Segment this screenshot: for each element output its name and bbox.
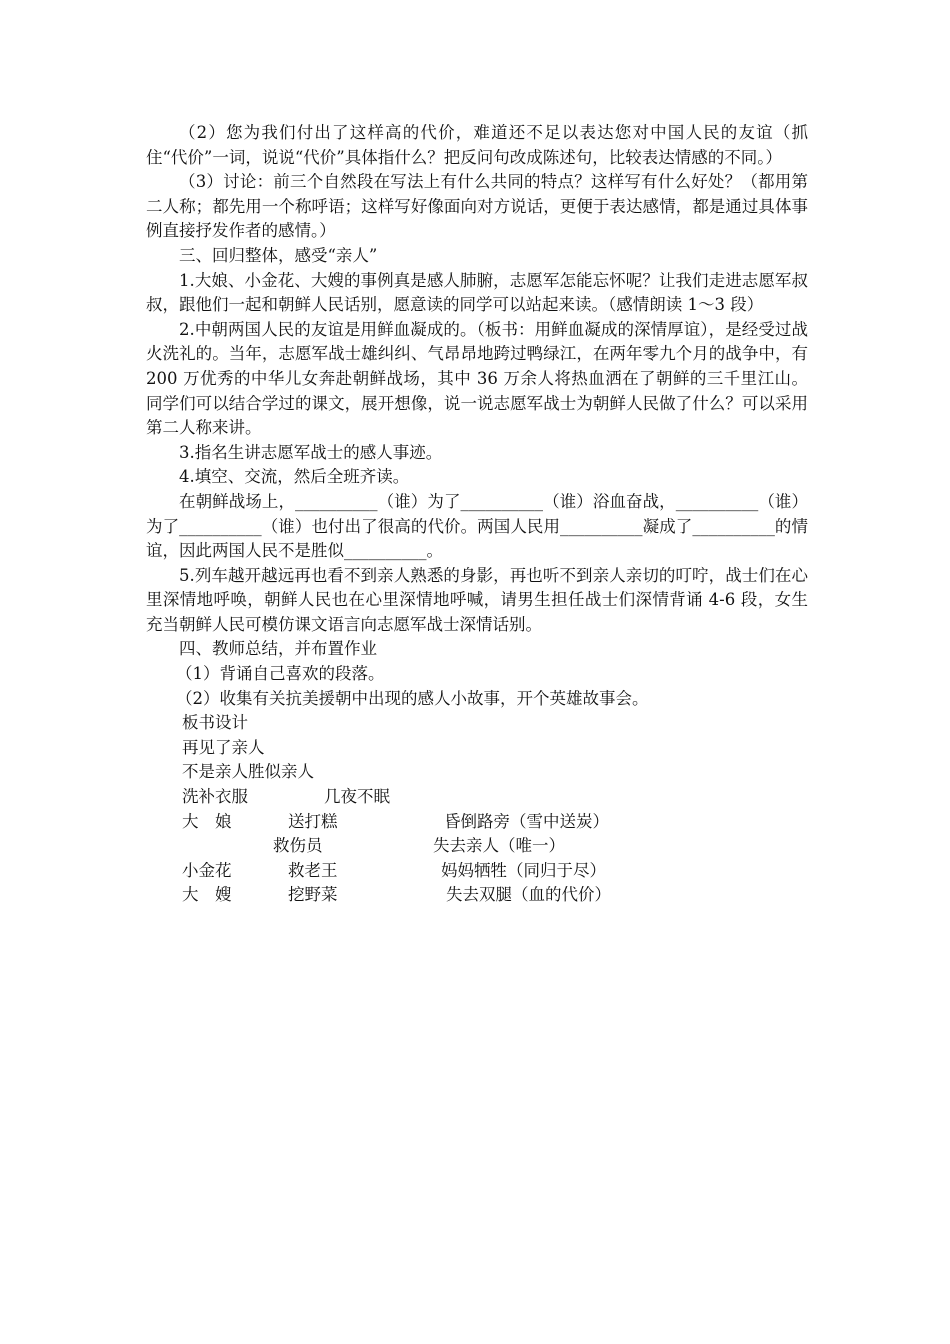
- section-heading-4: 四、教师总结，并布置作业: [179, 639, 377, 659]
- board-heading: 板书设计: [182, 713, 248, 733]
- paragraph-question-3: （3）讨论：前三个自然段在写法上有什么共同的特点？这样写有什么好处？（都用第二人称；都先用一个称呼语；这样写好像面向对方说话，更便于表达感情，都是通过具体事例直接抒发作者的感情。）: [146, 172, 808, 241]
- homework-item-1: （1）背诵自己喜欢的段落。: [176, 664, 385, 684]
- board-row: [146, 785, 808, 810]
- section-heading-3: 三、回归整体，感受“亲人”: [179, 245, 378, 265]
- board-title: 再见了亲人: [182, 737, 265, 757]
- board-subtitle: 不是亲人胜似亲人: [182, 762, 314, 782]
- board-cell: 大 嫂: [182, 885, 232, 905]
- board-cell: 送打糕: [288, 811, 338, 831]
- board-cell: 妈妈牺牲（同归于尽）: [441, 860, 606, 880]
- board-cell: 救老王: [288, 860, 338, 880]
- board-cell: 失去双腿（血的代价）: [446, 885, 611, 905]
- fill-in-blank-exercise: 在朝鲜战场上，__________（谁）为了__________（谁）浴血奋战，__________（谁）为了__________（谁）也付出了很高的代价。两国人民用__________凝成了__________的情谊，因此两国人民不是胜似__________。: [146, 491, 808, 561]
- document-page: [146, 121, 808, 908]
- board-cell: 救伤员: [273, 836, 323, 856]
- board-row: [146, 810, 808, 835]
- board-cell: 昏倒路旁（雪中送炭）: [444, 811, 609, 831]
- paragraph-step-4: 4.填空、交流，然后全班齐读。: [179, 467, 410, 487]
- board-cell: 大 娘: [182, 811, 232, 831]
- board-row: [146, 883, 808, 908]
- paragraph-step-2: 2.中朝两国人民的友谊是用鲜血凝成的。（板书：用鲜血凝成的深情厚谊），是经受过战火洗礼的。当年，志愿军战士雄纠纠、气昂昂地跨过鸭绿江，在两年零九个月的战争中，有 200 万优秀的中华儿女奔赴朝鲜战场，其中 36 万余人将热血洒在了朝鲜的三千里江山。同学们可以结合学过的课文，展开想像，说一说志愿军战士为朝鲜人民做了什么？可以采用第二人称来讲。: [146, 319, 808, 438]
- board-cell: 挖野菜: [288, 885, 338, 905]
- board-cell: 洗补衣服: [182, 787, 248, 807]
- paragraph-step-5: 5.列车越开越远再也看不到亲人熟悉的身影，再也听不到亲人亲切的叮咛，战士们在心里深情地呼唤，朝鲜人民也在心里深情地呼喊，请男生担任战士们深情背诵 4-6 段，女生充当朝鲜人民可模仿课文语言向志愿军战士深情话别。: [146, 565, 808, 634]
- board-row: [146, 834, 808, 859]
- board-cell: 小金花: [182, 860, 232, 880]
- paragraph-question-2: （2）您为我们付出了这样高的代价，难道还不足以表达您对中国人民的友谊（抓住“代价”一词，说说“代价”具体指什么？把反问句改成陈述句，比较表达情感的不同。）: [146, 123, 808, 167]
- paragraph-step-3: 3.指名生讲志愿军战士的感人事迹。: [179, 442, 443, 462]
- board-row: [146, 859, 808, 884]
- board-design: [146, 711, 808, 908]
- paragraph-step-1: 1.大娘、小金花、大嫂的事例真是感人肺腑，志愿军怎能忘怀呢？让我们走进志愿军叔叔，跟他们一起和朝鲜人民话别，愿意读的同学可以站起来读。（感情朗读 1～3 段）: [146, 270, 808, 315]
- homework-item-2: （2）收集有关抗美援朝中出现的感人小故事，开个英雄故事会。: [176, 688, 649, 708]
- board-cell: 几夜不眠: [324, 787, 390, 807]
- board-cell: 失去亲人（唯一）: [433, 836, 565, 856]
